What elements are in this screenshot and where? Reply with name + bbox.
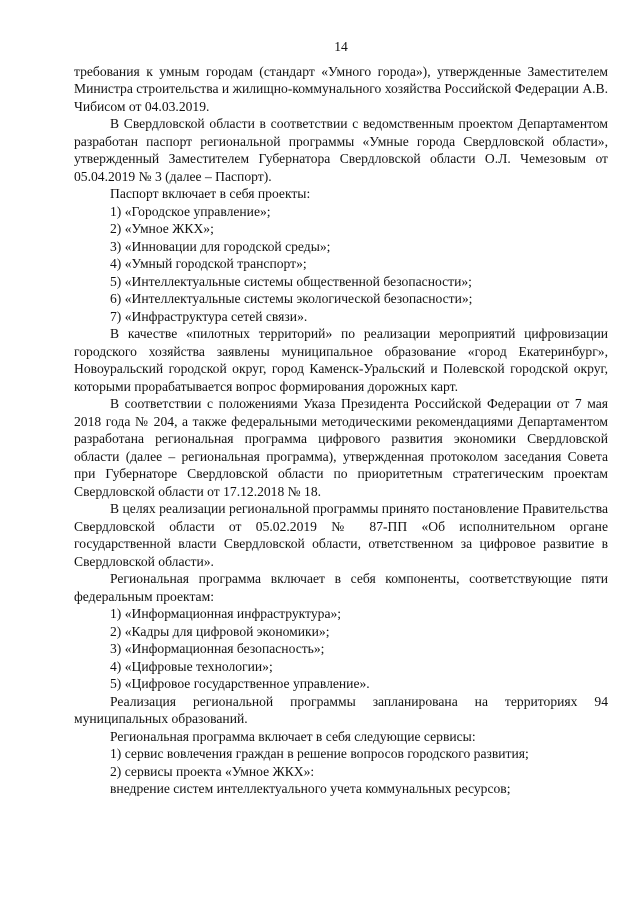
list-item: 3) «Информационная безопасность»;: [110, 641, 325, 656]
paragraph: В соответствии с положениями Указа Президента Российской Федерации от 7 мая 2018 года № 204, а также федеральными методическими рекомендациями Департаментом разработана региональная программа цифрового развития экономики Свердловской области (далее – региональная программа), утвержденная протоколом заседания Совета при Губернаторе Свердловской области по приоритетным стратегическим проектам Свердловской области от 17.12.2018 № 18.: [74, 396, 608, 499]
list-item: 1) «Информационная инфраструктура»;: [110, 606, 342, 621]
paragraph: Реализация региональной программы запланирована на территориях 94 муниципальных образований.: [74, 693, 608, 726]
paragraph: Региональная программа включает в себя следующие сервисы:: [110, 728, 476, 744]
list-item: 4) «Цифровые технологии»;: [110, 658, 273, 674]
page-number: 14: [334, 39, 348, 54]
paragraph: требования к умным городам (стандарт «Умного города»), утвержденные Заместителем Министра строительства и жилищно-коммунального хозяйства Российской Федерации А.В. Чибисом от 04.03.2019.: [74, 63, 609, 114]
paragraph: В Свердловской области в соответствии с ведомственным проектом Департаментом разработан паспорт региональной программы «Умные города Свердловской области», утвержденный Заместителем Губернатора Свердловской области О.Л. Чемезовым от 05.04.2019 № 3 (далее – Паспорт).: [74, 116, 608, 184]
list-item: 3) «Инновации для городской среды»;: [110, 238, 331, 254]
body-text: [74, 63, 608, 798]
list-item: 2) «Умное ЖКХ»;: [110, 221, 214, 236]
paragraph: Региональная программа включает в себя компоненты, соответствующие пяти федеральным проектам:: [74, 571, 608, 604]
list-item: внедрение систем интеллектуального учета коммунальных ресурсов;: [110, 781, 511, 796]
list-item: 2) «Кадры для цифровой экономики»;: [110, 623, 330, 639]
paragraph: В качестве «пилотных территорий» по реализации мероприятий цифровизации городского хозяйства заявлены муниципальное образование «город Екатеринбург», Новоуральский городской округ, город Каменск-Уральский и Полевской городской округ, которыми прорабатывается вопрос формирования дорожных карт.: [74, 326, 608, 394]
paragraph: В целях реализации региональной программы принято постановление Правительства Свердловской области от 05.02.2019 № 87-ПП «Об исполнительном органе государственной власти Свердловской области, ответственном за цифровое развитие в Свердловской области».: [74, 501, 608, 569]
list-item: 1) сервис вовлечения граждан в решение вопросов городского развития;: [110, 746, 529, 761]
paragraph: Паспорт включает в себя проекты:: [110, 186, 311, 201]
list-item: 5) «Цифровое государственное управление».: [110, 676, 370, 691]
list-item: 1) «Городское управление»;: [110, 203, 271, 219]
list-item: 5) «Интеллектуальные системы общественной безопасности»;: [110, 273, 472, 289]
list-item: 2) сервисы проекта «Умное ЖКХ»:: [110, 763, 315, 779]
list-item: 7) «Инфраструктура сетей связи».: [110, 308, 308, 324]
list-item: 4) «Умный городской транспорт»;: [110, 256, 307, 271]
list-item: 6) «Интеллектуальные системы экологической безопасности»;: [110, 291, 473, 306]
